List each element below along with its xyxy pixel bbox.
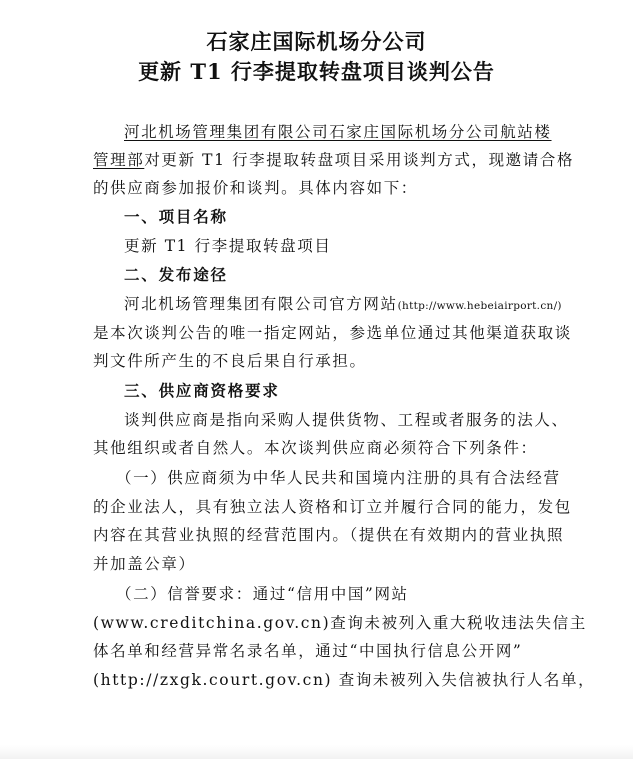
project-name-text: 更新 T1 行李提取转盘项目 bbox=[124, 237, 332, 255]
condition-1-line-2: 的企业法人，具有独立法人资格和订立并履行合同的能力，发包 bbox=[93, 498, 572, 516]
title-line-1: 石家庄国际机场分公司 bbox=[206, 29, 427, 54]
intro-underlined-dept: 管理部 bbox=[93, 151, 145, 169]
condition-2-line-4: (http://zxgk.court.gov.cn) 查询未被列入失信被执行人名单， bbox=[93, 671, 596, 689]
channel-text: 河北机场管理集团有限公司官方网站 bbox=[124, 295, 398, 313]
section-heading-2: 二、发布途径 bbox=[124, 266, 228, 284]
intro-line-1 bbox=[124, 121, 552, 143]
page-bottom-shade bbox=[0, 745, 633, 759]
intro-line-3: 的供应商参加报价和谈判。具体内容如下： bbox=[93, 179, 418, 197]
condition-1-line-3: 内容在其营业执照的经营范围内。（提供在有效期内的营业执照 bbox=[93, 526, 565, 544]
condition-1-line-1: （一）供应商须为中华人民共和国境内注册的具有合法经营 bbox=[116, 469, 561, 487]
channel-line-2: 是本次谈判公告的唯一指定网站，参选单位通过其他渠道获取谈 bbox=[93, 324, 572, 342]
section-heading-3: 三、供应商资格要求 bbox=[124, 382, 280, 400]
condition-2-line-1: （二）信誉要求：通过“信用中国”网站 bbox=[116, 585, 409, 603]
condition-2-line-3: 体名单和经营异常名录名单，通过“中国执行信息公开网” bbox=[93, 642, 523, 660]
channel-line-3: 判文件所产生的不良后果自行承担。 bbox=[93, 352, 367, 370]
title-line-2: 更新 T1 行李提取转盘项目谈判公告 bbox=[138, 59, 495, 84]
condition-1-line-4: 并加盖公章） bbox=[93, 555, 196, 573]
requirement-line-1: 谈判供应商是指向采购人提供货物、工程或者服务的法人、 bbox=[124, 411, 569, 429]
section-heading-1: 一、项目名称 bbox=[124, 208, 228, 226]
intro-underlined-text: 河北机场管理集团有限公司石家庄国际机场分公司航站楼 bbox=[124, 123, 552, 141]
condition-2-line-2: (www.creditchina.gov.cn)查询未被列入重大税收违法失信主 bbox=[93, 614, 587, 632]
channel-url: (http://www.hebeiairport.cn/) bbox=[397, 300, 562, 312]
intro-text: 对更新 T1 行李提取转盘项目采用谈判方式，现邀请合格 bbox=[144, 151, 575, 169]
channel-line-1 bbox=[124, 293, 562, 317]
intro-line-2 bbox=[93, 149, 574, 171]
requirement-line-2: 其他组织或者自然人。本次谈判供应商必须符合下列条件： bbox=[93, 439, 538, 457]
